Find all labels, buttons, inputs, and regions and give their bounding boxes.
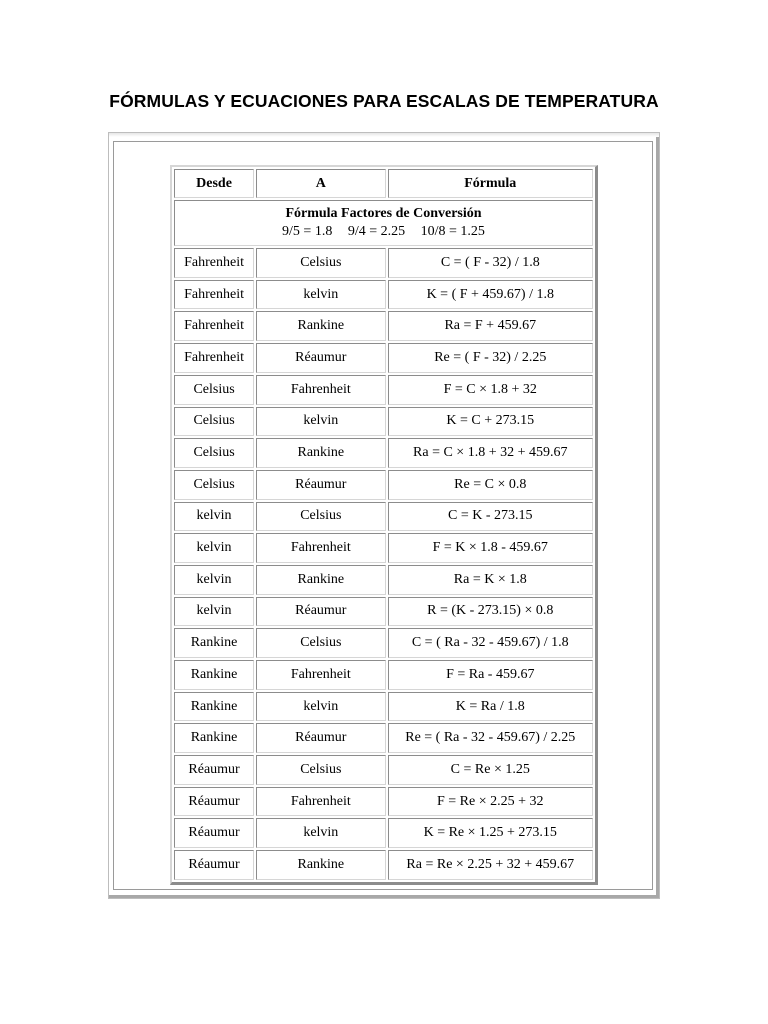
cell-a: Réaumur <box>256 470 385 500</box>
table-row <box>174 407 593 437</box>
table-row <box>174 533 593 563</box>
header-desde: Desde <box>174 169 254 198</box>
cell-formula: K = Re × 1.25 + 273.15 <box>388 818 593 848</box>
cell-a: Réaumur <box>256 597 385 627</box>
cell-desde: Celsius <box>174 470 254 500</box>
cell-desde: Réaumur <box>174 818 254 848</box>
cell-formula: F = Re × 2.25 + 32 <box>388 787 593 817</box>
cell-desde: Rankine <box>174 660 254 690</box>
cell-desde: Fahrenheit <box>174 280 254 310</box>
table-row <box>174 343 593 373</box>
cell-desde: Rankine <box>174 723 254 753</box>
table-row <box>174 755 593 785</box>
table-row <box>174 502 593 532</box>
cell-desde: kelvin <box>174 597 254 627</box>
cell-formula: Re = C × 0.8 <box>388 470 593 500</box>
cell-a: kelvin <box>256 280 385 310</box>
factor-value: 10/8 = 1.25 <box>420 224 485 240</box>
cell-formula: F = K × 1.8 - 459.67 <box>388 533 593 563</box>
cell-formula: Ra = K × 1.8 <box>388 565 593 595</box>
table-row <box>174 470 593 500</box>
cell-a: Celsius <box>256 502 385 532</box>
cell-a: Réaumur <box>256 723 385 753</box>
table-row <box>174 597 593 627</box>
conversion-factors-title: Fórmula Factores de Conversión <box>285 206 482 222</box>
cell-formula: K = Ra / 1.8 <box>388 692 593 722</box>
cell-desde: Celsius <box>174 375 254 405</box>
table-body <box>174 200 593 880</box>
cell-formula: C = ( Ra - 32 - 459.67) / 1.8 <box>388 628 593 658</box>
cell-desde: Fahrenheit <box>174 311 254 341</box>
cell-a: Fahrenheit <box>256 375 385 405</box>
cell-a: kelvin <box>256 692 385 722</box>
cell-a: Fahrenheit <box>256 660 385 690</box>
cell-a: Fahrenheit <box>256 533 385 563</box>
table-row <box>174 438 593 468</box>
header-row <box>174 169 593 198</box>
cell-formula: C = K - 273.15 <box>388 502 593 532</box>
cell-formula: F = C × 1.8 + 32 <box>388 375 593 405</box>
cell-formula: K = C + 273.15 <box>388 407 593 437</box>
table-row <box>174 628 593 658</box>
table-row <box>174 723 593 753</box>
cell-formula: C = ( F - 32) / 1.8 <box>388 248 593 278</box>
cell-desde: Fahrenheit <box>174 343 254 373</box>
cell-desde: Celsius <box>174 438 254 468</box>
cell-desde: Réaumur <box>174 850 254 880</box>
cell-formula: Ra = C × 1.8 + 32 + 459.67 <box>388 438 593 468</box>
cell-a: Fahrenheit <box>256 787 385 817</box>
cell-desde: Réaumur <box>174 755 254 785</box>
conversion-table <box>170 165 598 885</box>
cell-a: Réaumur <box>256 343 385 373</box>
table-row <box>174 787 593 817</box>
cell-a: Rankine <box>256 438 385 468</box>
table-row <box>174 850 593 880</box>
table-row <box>174 660 593 690</box>
cell-desde: Réaumur <box>174 787 254 817</box>
cell-formula: Ra = Re × 2.25 + 32 + 459.67 <box>388 850 593 880</box>
cell-desde: Fahrenheit <box>174 248 254 278</box>
table-row <box>174 248 593 278</box>
cell-desde: Celsius <box>174 407 254 437</box>
conversion-factors-cell <box>174 200 593 246</box>
table-row <box>174 692 593 722</box>
cell-a: kelvin <box>256 818 385 848</box>
conversion-factors-row <box>174 200 593 246</box>
conversion-factors-values <box>177 223 590 241</box>
factor-value: 9/4 = 2.25 <box>347 224 406 240</box>
cell-formula: K = ( F + 459.67) / 1.8 <box>388 280 593 310</box>
cell-formula: C = Re × 1.25 <box>388 755 593 785</box>
table-row <box>174 280 593 310</box>
cell-formula: Re = ( Ra - 32 - 459.67) / 2.25 <box>388 723 593 753</box>
cell-desde: Rankine <box>174 692 254 722</box>
cell-a: Celsius <box>256 755 385 785</box>
cell-a: Rankine <box>256 850 385 880</box>
table-row <box>174 311 593 341</box>
cell-a: Rankine <box>256 565 385 595</box>
page-title: FÓRMULAS Y ECUACIONES PARA ESCALAS DE TEMPERATURA <box>109 91 659 111</box>
cell-a: kelvin <box>256 407 385 437</box>
cell-desde: kelvin <box>174 502 254 532</box>
table-row <box>174 565 593 595</box>
cell-desde: kelvin <box>174 565 254 595</box>
cell-a: Celsius <box>256 248 385 278</box>
cell-formula: F = Ra - 459.67 <box>388 660 593 690</box>
cell-a: Rankine <box>256 311 385 341</box>
header-formula: Fórmula <box>388 169 593 198</box>
table-row <box>174 375 593 405</box>
cell-formula: R = (K - 273.15) × 0.8 <box>388 597 593 627</box>
cell-a: Celsius <box>256 628 385 658</box>
table-row <box>174 818 593 848</box>
cell-desde: Rankine <box>174 628 254 658</box>
cell-formula: Ra = F + 459.67 <box>388 311 593 341</box>
factor-value: 9/5 = 1.8 <box>282 224 333 240</box>
cell-desde: kelvin <box>174 533 254 563</box>
header-a: A <box>256 169 385 198</box>
cell-formula: Re = ( F - 32) / 2.25 <box>388 343 593 373</box>
